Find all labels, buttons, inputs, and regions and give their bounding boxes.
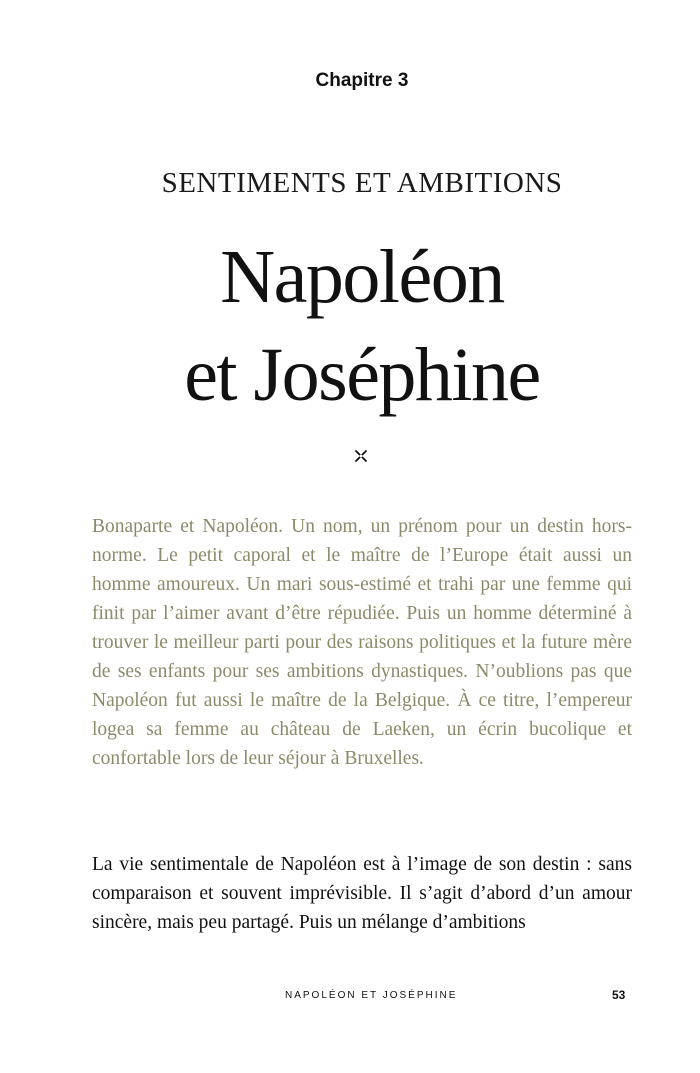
intro-paragraph: Bonaparte et Napoléon. Un nom, un prénom pour un destin hors-norme. Le petit caporal et le maître de l’Europe était aussi un homme amoureux. Un mari sous-estimé et trahi par une femme qui finit par l’aimer avant d’être répudiée. Puis un homme déterminé à trouver le meilleur parti pour des raisons politiques et la future mère de ses enfants pour ses ambitions dynastiques. N’oublions pas que Napoléon fut aussi le maître de la Belgique. À ce titre, l’empereur logea sa femme au château de Laeken, un écrin bucolique et confortable lors de leur séjour à Bruxelles. [92,516,632,769]
chapter-title-line-2: et Joséphine [184,333,540,417]
chapter-title-line-1: Napoléon [220,235,504,319]
chapter-kicker: SENTIMENTS ET AMBITIONS [161,167,563,199]
chapter-label: Chapitre 3 [315,70,409,91]
page-number: 53 [612,988,626,1002]
body-paragraph: La vie sentimentale de Napoléon est à l’image de son destin : sans comparaison et souvent imprévisible. Il s’agit d’abord d’un amour sincère, mais peu partagé. Puis un mélange d’ambitions [92,854,632,933]
running-title: NAPOLÉON ET JOSÉPHINE [285,990,458,1001]
cross-ornament-icon [354,449,368,463]
chapter-title [0,228,700,424]
